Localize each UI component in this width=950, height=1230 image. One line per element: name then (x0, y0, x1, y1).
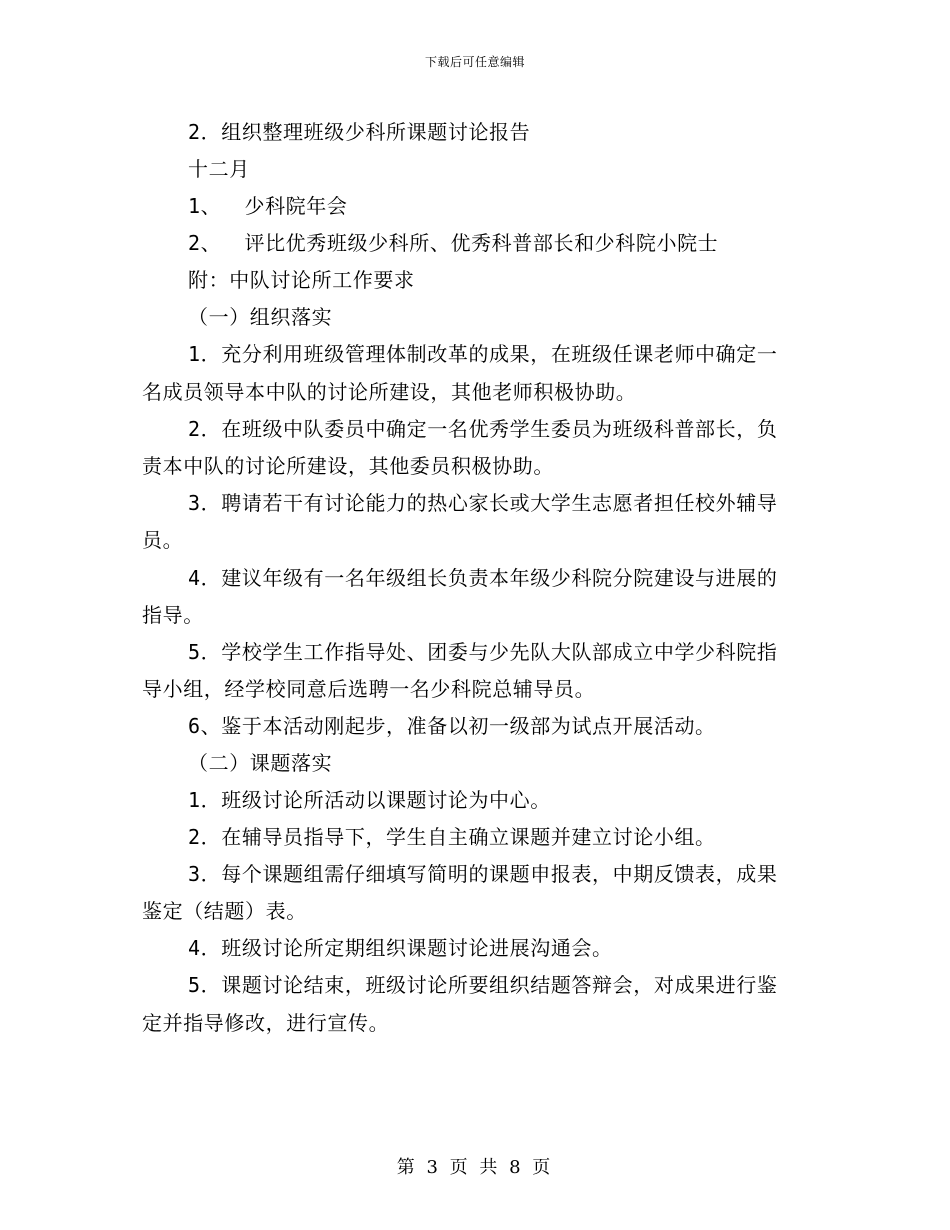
paragraph-line: 4．班级讨论所定期组织课题讨论进展沟通会。 (188, 936, 613, 960)
paragraph-line: 员。 (142, 528, 184, 552)
page-number: 第 3 页 共 8 页 (396, 1157, 554, 1178)
header-note: 下载后可任意编辑 (424, 55, 525, 69)
paragraph-line: 1．充分利用班级管理体制改革的成果，在班级任课老师中确定一 (188, 342, 778, 366)
paragraph-line: 2．组织整理班级少科所课题讨论报告 (188, 120, 531, 144)
paragraph-line: 2、 评比优秀班级少科所、优秀科普部长和少科院小院士 (188, 231, 719, 255)
paragraph-line: 3．每个课题组需仔细填写简明的课题申报表，中期反馈表，成果 (188, 862, 778, 886)
section-heading: （一）组织落实 (188, 305, 333, 329)
paragraph-line: 十二月 (188, 157, 250, 181)
paragraph-line: 4．建议年级有一名年级组长负责本年级少科院分院建设与进展的 (188, 566, 778, 590)
paragraph-line: 6、鉴于本活动刚起步，准备以初一级部为试点开展活动。 (188, 714, 716, 738)
paragraph-line: 5．学校学生工作指导处、团委与少先队大队部成立中学少科院指 (188, 640, 778, 664)
paragraph-line: 5．课题讨论结束，班级讨论所要组织结题答辩会，对成果进行鉴 (188, 973, 778, 997)
paragraph-line: 鉴定（结题）表。 (142, 899, 307, 923)
section-heading: （二）课题落实 (188, 751, 333, 775)
paragraph-line: 1．班级讨论所活动以课题讨论为中心。 (188, 788, 551, 812)
paragraph-line: 导小组，经学校同意后选聘一名少科院总辅导员。 (142, 677, 596, 701)
paragraph-line: 1、 少科院年会 (188, 194, 348, 218)
paragraph-line: 2．在辅导员指导下，学生自主确立课题并建立讨论小组。 (188, 825, 716, 849)
paragraph-line: 名成员领导本中队的讨论所建设，其他老师积极协助。 (142, 380, 637, 404)
paragraph-line: 附：中队讨论所工作要求 (188, 268, 415, 292)
paragraph-line: 定并指导修改，进行宣传。 (142, 1011, 390, 1035)
paragraph-line: 2．在班级中队委员中确定一名优秀学生委员为班级科普部长，负 (188, 417, 778, 441)
paragraph-line: 3．聘请若干有讨论能力的热心家长或大学生志愿者担任校外辅导 (188, 491, 778, 515)
paragraph-line: 责本中队的讨论所建设，其他委员积极协助。 (142, 454, 554, 478)
paragraph-line: 指导。 (142, 603, 204, 627)
